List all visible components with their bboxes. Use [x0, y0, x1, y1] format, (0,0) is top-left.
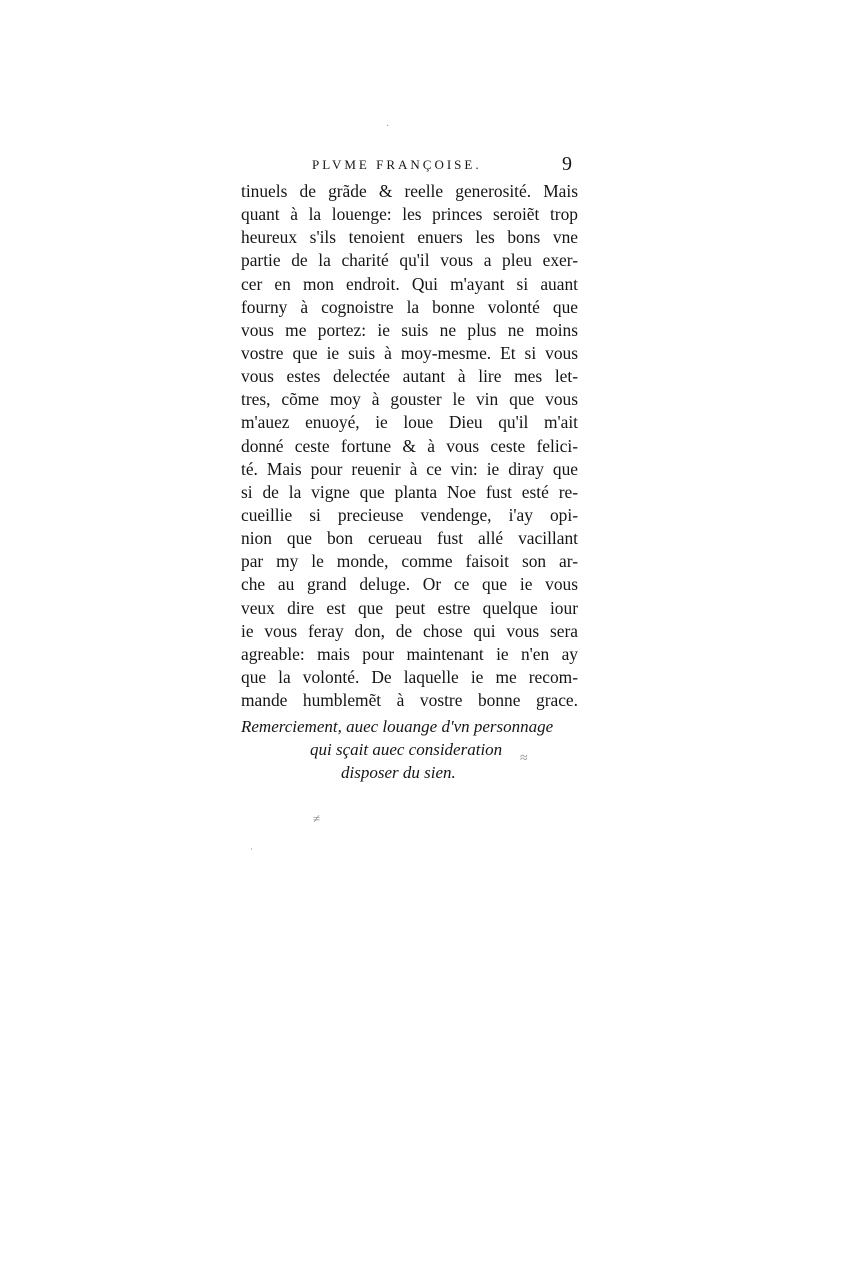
section-heading-line-3: disposer du sien.: [341, 763, 456, 782]
text-line: quant à la louenge: les princes seroiẽt trop: [241, 204, 578, 225]
section-heading-line-1: Remerciement, auec louange d'vn personnage: [241, 717, 554, 736]
text-line: m'auez enuoyé, ie loue Dieu qu'il m'ait: [241, 412, 578, 433]
text-line: heureux s'ils tenoient enuers les bons vne: [241, 227, 578, 248]
text-line: par my le monde, comme faisoit son ar-: [241, 551, 578, 572]
text-line: que la volonté. De laquelle ie me recom-: [241, 666, 578, 687]
text-line: che au grand deluge. Or ce que ie vous: [241, 574, 578, 595]
text-line: cueillie si precieuse vendenge, i'ay opi-: [241, 504, 578, 525]
text-line: té. Mais pour reuenir à ce vin: ie diray que: [241, 458, 578, 479]
text-line: cer en mon endroit. Qui m'ayant si auant: [241, 273, 578, 294]
text-line: ie vous feray don, de chose qui vous sera: [241, 620, 578, 641]
ink-speck: ·: [386, 121, 390, 132]
text-line: vous estes delectée autant à lire mes let-: [241, 366, 578, 387]
text-line: vous me portez: ie suis ne plus ne moins: [241, 319, 578, 340]
section-heading: [241, 715, 581, 784]
body-text: [241, 180, 578, 712]
text-line: tinuels de grãde & reelle generosité. Mais: [241, 181, 578, 201]
section-heading-line-2: qui sçait auec consideration: [310, 740, 503, 759]
ink-speck: ·: [250, 844, 253, 854]
ink-speck: ≠: [313, 811, 321, 826]
page-number: 9: [562, 153, 572, 175]
text-line: agreable: mais pour maintenant ie n'en ay: [241, 643, 578, 664]
text-line: nion que bon cerueau fust allé vacillant: [241, 528, 578, 549]
text-line: fourny à cognoistre la bonne volonté que: [241, 296, 578, 317]
text-line: donné ceste fortune & à vous ceste felici-: [241, 435, 578, 456]
text-line: veux dire est que peut estre quelque iour: [241, 597, 578, 618]
ink-speck: ≈: [520, 751, 528, 766]
text-line: si de la vigne que planta Noe fust esté re-: [241, 481, 578, 502]
text-line: mande humblemẽt à vostre bonne grace.: [241, 690, 578, 711]
text-line: tres, cõme moy à gouster le vin que vous: [241, 389, 578, 410]
running-head: [312, 155, 572, 179]
text-line: partie de la charité qu'il vous a pleu exer-: [241, 250, 578, 271]
running-head-title: PLVME FRANÇOISE.: [312, 157, 482, 172]
text-line: vostre que ie suis à moy-mesme. Et si vous: [241, 342, 578, 363]
